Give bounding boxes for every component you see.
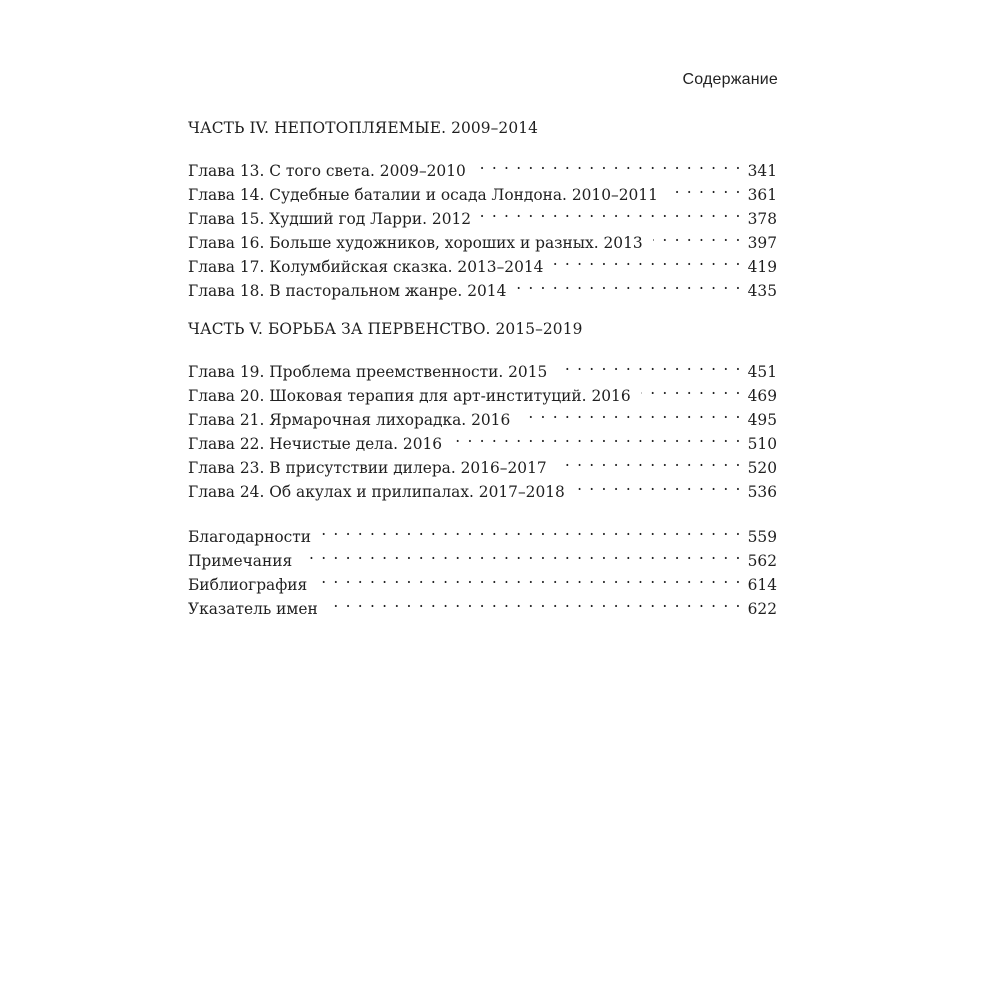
toc-entry-title: Глава 19. Проблема преемственности. 2015 <box>188 363 548 381</box>
toc-entry-page: 397 <box>747 234 777 252</box>
dot-leader <box>516 272 741 296</box>
toc-entry-title: Благодарности <box>188 528 312 546</box>
toc-entry-page: 495 <box>747 411 777 429</box>
toc-entry-title: Глава 13. С того света. 2009–2010 <box>188 162 466 180</box>
dot-leader <box>575 473 742 497</box>
toc-entry-title: Глава 20. Шоковая терапия для арт-институций. 2016 <box>188 387 631 405</box>
toc-entry-page: 469 <box>747 387 777 405</box>
toc-entry-title: Глава 16. Больше художников, хороших и разных. 2013 <box>188 234 643 252</box>
toc-entry-title: Указатель имен <box>188 600 318 618</box>
toc-entry-page: 536 <box>747 483 777 501</box>
dot-leader <box>553 248 741 272</box>
toc-entry <box>188 152 777 180</box>
toc-entry-title: Библиография <box>188 576 308 594</box>
toc-entry-page: 614 <box>747 576 777 594</box>
toc-entry-title: Глава 22. Нечистые дела. 2016 <box>188 435 443 453</box>
toc-entry-title: Глава 14. Судебные баталии и осада Лондона. 2010–2011 <box>188 186 658 204</box>
toc-entry-page: 559 <box>747 528 777 546</box>
toc-entry-page: 562 <box>747 552 777 570</box>
dot-leader <box>317 566 741 590</box>
table-of-contents <box>188 116 777 618</box>
toc-entry-title: Глава 24. Об акулах и прилипалах. 2017–2018 <box>188 483 565 501</box>
back-matter <box>188 518 777 618</box>
toc-entry-page: 361 <box>747 186 777 204</box>
dot-leader <box>321 518 742 542</box>
toc-entry-title: Глава 17. Колумбийская сказка. 2013–2014 <box>188 258 544 276</box>
toc-entry-page: 378 <box>747 210 777 228</box>
toc-entry-page: 451 <box>747 363 777 381</box>
dot-leader <box>557 449 742 473</box>
toc-entry-title: Примечания <box>188 552 293 570</box>
toc-entry-page: 435 <box>747 282 777 300</box>
dot-leader <box>481 200 742 224</box>
toc-entry-title: Глава 18. В пасторальном жанре. 2014 <box>188 282 507 300</box>
toc-entry <box>188 353 777 381</box>
dot-leader <box>557 353 741 377</box>
toc-entry-page: 510 <box>747 435 777 453</box>
toc-entry-page: 622 <box>747 600 777 618</box>
toc-entry-page: 419 <box>747 258 777 276</box>
toc-entry-title: Глава 15. Худший год Ларри. 2012 <box>188 210 472 228</box>
dot-leader <box>328 590 742 614</box>
toc-entry <box>188 518 777 546</box>
toc-entry-page: 520 <box>747 459 777 477</box>
dot-leader <box>641 377 742 401</box>
part-title: ЧАСТЬ IV. НЕПОТОПЛЯЕМЫЕ. 2009–2014 <box>188 119 539 137</box>
dot-leader <box>302 542 741 566</box>
toc-entry-page: 341 <box>747 162 777 180</box>
part-title: ЧАСТЬ V. БОРЬБА ЗА ПЕРВЕНСТВО. 2015–2019 <box>188 320 583 338</box>
dot-leader <box>668 176 742 200</box>
toc-entry-title: Глава 23. В присутствии дилера. 2016–2017 <box>188 459 547 477</box>
part-v <box>188 317 777 501</box>
dot-leader <box>452 425 742 449</box>
dot-leader <box>520 401 741 425</box>
part-iv <box>188 116 777 300</box>
dot-leader <box>653 224 742 248</box>
toc-entry-title: Глава 21. Ярмарочная лихорадка. 2016 <box>188 411 511 429</box>
dot-leader <box>476 152 742 176</box>
running-header: Содержание <box>682 71 778 88</box>
